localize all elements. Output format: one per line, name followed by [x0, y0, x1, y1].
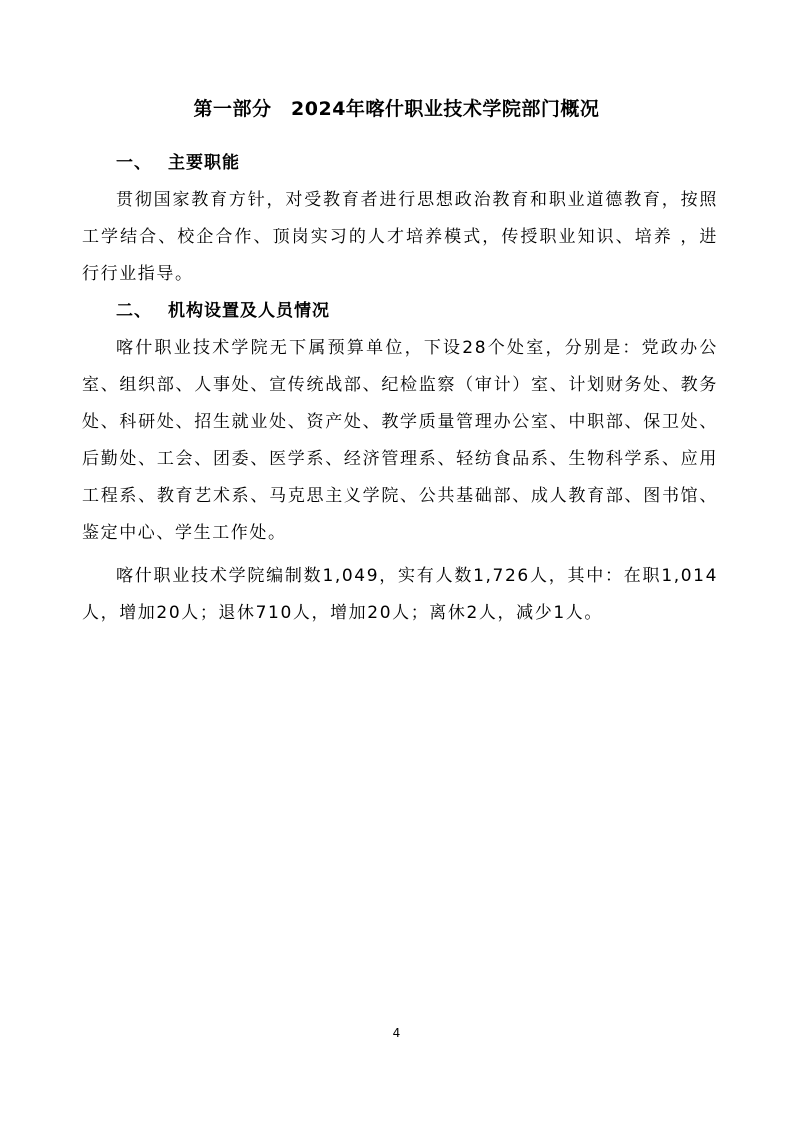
section-number: 一、 [116, 153, 152, 173]
paragraph-departments: 喀什职业技术学院无下属预算单位，下设28个处室，分别是：党政办公室、组织部、人事处、宣传统战部、纪检监察（审计）室、计划财务处、教务处、科研处、招生就业处、资产处、教学质量管理办公室、中职部、保卫处、后勤处、工会、团委、医学系、经济管理系、轻纺食品系、生物科学系、应用工程系、教育艺术系、马克思主义学院、公共基础部、成人教育部、图书馆、 鉴定中心、学生工作处。 [82, 338, 718, 543]
document-body [82, 145, 718, 632]
page-title: 第一部分 2024年喀什职业技术学院部门概况 [193, 98, 600, 120]
section-organization [82, 293, 718, 632]
section-heading-text: 主要职能 [168, 153, 240, 173]
paragraph-staffing: 喀什职业技术学院编制数1,049，实有人数1,726人，其中：在职1,014人，增加20人；退休710人，增加20人；离休2人，减少1人。 [82, 566, 718, 623]
page-number: 4 [392, 1026, 401, 1040]
section-heading-text: 机构设置及人员情况 [168, 301, 330, 321]
section-main-functions [82, 145, 718, 293]
section-heading [82, 145, 718, 182]
paragraph-main-functions: 贯彻国家教育方针，对受教育者进行思想政治教育和职业道德教育，按照工学结合、校企合作、顶岗实习的人才培养模式，传授职业知识、培养 ，进行行业指导。 [82, 190, 718, 284]
section-heading [82, 293, 718, 330]
section-number: 二、 [116, 301, 152, 321]
